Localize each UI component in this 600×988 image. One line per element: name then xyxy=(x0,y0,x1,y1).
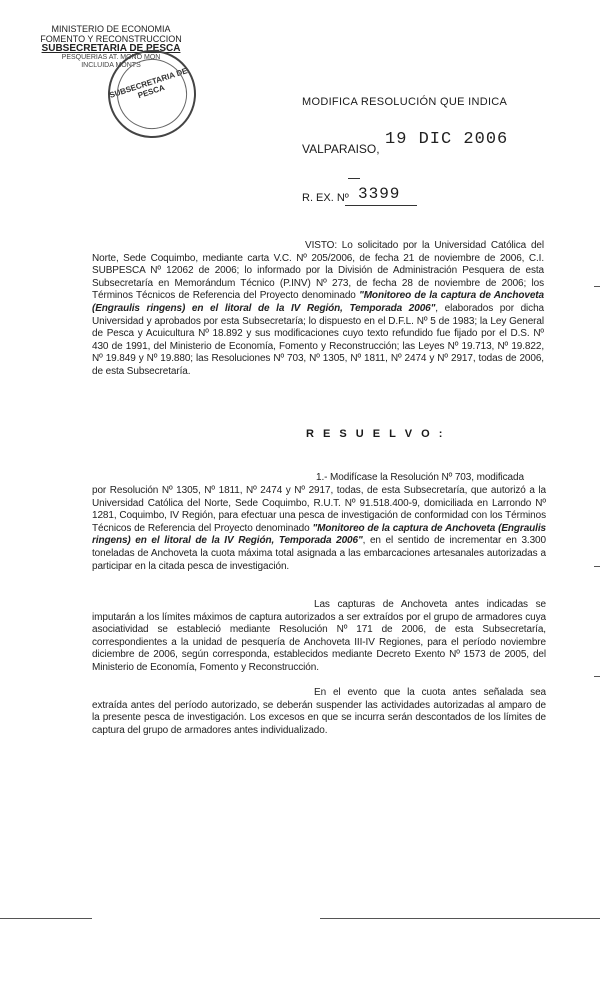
edge-tick xyxy=(594,286,600,287)
item1-text-prefix: por Resolución Nº 1305, Nº 1811, Nº 2474 y Nº 2917, todas, de esta Subsecretaría, que autorizó a la Universidad Católica del Norte, Sede Coquimbo, R.U.T. Nº 91.518.400-9, domiciliada en Larrondo Nº 1281, Coquimbo, IV Región, para efectuar una pesca de investigación de conformidad con los Términos Técnicos de Referencia del Proyecto denominado xyxy=(92,485,546,534)
resuelvo-heading: R E S U E L V O : xyxy=(306,428,446,440)
visto-paragraph xyxy=(92,240,544,379)
suspension-paragraph: En el evento que la cuota antes señalada sea extraída antes del período autorizado, se deberán suspender las actividades autorizadas al amparo de la presente pesca de investigación. Los excesos en que se incurra serán descontados de los límites de captura del grupo de armadores antes individualizado. xyxy=(92,687,546,736)
left-edge-mark xyxy=(0,918,92,919)
item1-paragraph xyxy=(92,485,546,573)
letterhead-ministry: MINISTERIO DE ECONOMIA xyxy=(51,24,171,34)
item1-text-suffix: , en el sentido de incrementar en 3.300 toneladas de Anchoveta la cuota máxima total asignada a las embarcaciones artesanales autorizadas a participar en la citada pesca de investigación. xyxy=(92,535,546,572)
letterhead-subsecretaria: SUBSECRETARIA DE PESCA xyxy=(41,43,181,54)
resolution-number: 3399 xyxy=(358,185,401,203)
date-stamp: 19 DIC 2006 xyxy=(385,130,509,149)
document-subject: MODIFICA RESOLUCIÓN QUE INDICA xyxy=(302,96,508,108)
resolution-underline xyxy=(345,205,417,206)
letterhead-department: FOMENTO Y RECONSTRUCCION xyxy=(40,34,182,44)
edge-tick xyxy=(594,566,600,567)
imputation-paragraph: Las capturas de Anchoveta antes indicadas se imputarán a los límites máximos de captura autorizados a ser extraídos por el grupo de armadores cuya asociatividad se estableció mediante Resolución Nº 171 de 2006, de esta Subsecretaría, correspondientes a la unidad de pesquería de Anchoveta III-IV Regiones, para el período noviembre diciembre de 2006, según corresponda, establecidos mediante Decreto Exento Nº 1573 de 2005, del Ministerio de Economía, Fomento y Reconstrucción. xyxy=(92,599,546,673)
resolution-label: R. EX. Nº xyxy=(302,192,349,204)
letterhead-unit: INCLUIDA MONTS xyxy=(81,62,141,69)
letterhead-division: PESQUERIAS AT. MONO MON xyxy=(61,54,161,61)
visto-text-suffix: , elaborados por dicha Universidad y aprobados por esta Subsecretaría; lo dispuesto en el D.F.L. Nº 5 de 1983; la Ley General de Pesca y Acuicultura Nº 18.892 y sus modificaciones cuyo texto refundido fue fijado por el D.S. Nº 430 de 1991, del Ministerio de Economía, Fomento y Reconstrucción; las Leyes Nº 19.713, Nº 19.822, Nº 19.849 y Nº 19.880; las Resoluciones Nº 703, Nº 1305, Nº 1811, Nº 2474 y Nº 2917, todas de 2006, de esta Subsecretaría. xyxy=(92,302,544,377)
place-label: VALPARAISO, xyxy=(302,142,380,156)
item1-project-title: "Monitoreo de la captura de Anchoveta (Engraulis ringens) en el litoral de la IV Región, Temporada 2006" xyxy=(92,522,546,547)
visto-project-title: "Monitoreo de la captura de Anchoveta (Engraulis ringens) en el litoral de la IV Región, Temporada 2006" xyxy=(92,290,544,314)
visto-text-prefix: VISTO: Lo solicitado por la Universidad Católica del Norte, Sede Coquimbo, mediante carta V.C. Nº 205/2006, de fecha 21 de noviembre de 2006, C.I. SUBPESCA Nº 12062 de 2006; lo informado por la División de Administración Pesquera de esta Subsecretaría en Memorándum Técnico (P.INV) Nº 273, de fecha 28 de noviembre de 2006; los Términos Técnicos de Referencia del Proyecto denominado xyxy=(92,240,544,302)
right-edge-mark xyxy=(320,918,600,919)
edge-tick xyxy=(594,676,600,677)
stamp-text: SUBSECRETARIA DE PESCA xyxy=(108,66,189,101)
rex-dash-mark xyxy=(348,178,360,179)
item1-intro: 1.- Modifícase la Resolución Nº 703, modificada xyxy=(316,472,524,483)
